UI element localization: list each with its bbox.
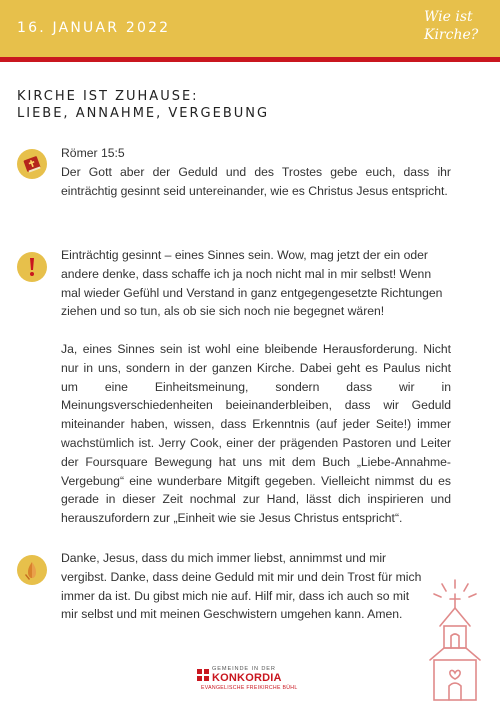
verse-reference: Römer 15:5 <box>61 146 125 160</box>
prayer-text: Danke, Jesus, dass du mich immer liebst, annimmst und mir vergibst. Danke, dass deine Geduld mit mir und dein Trost für mich immer da ist. Du gibst mich nie auf. Hilf mir, dass ich auch so mit mir selbst und mit meinen Geschwistern umgehen kann. Amen. <box>61 551 422 622</box>
header-bar <box>0 0 500 57</box>
title-line-1: KIRCHE IST ZUHAUSE: <box>17 89 199 104</box>
org-subtitle: EVANGELISCHE FREIKIRCHE BÜHL <box>201 685 298 691</box>
praying-hands-icon <box>17 555 47 585</box>
title-line-2: LIEBE, ANNAHME, VERGEBUNG <box>17 106 270 121</box>
church-icon <box>420 578 490 703</box>
konkordia-logo <box>197 666 303 692</box>
org-name: KONKORDIA <box>212 672 282 684</box>
page-title <box>17 88 269 122</box>
konkordia-mark-icon <box>197 669 209 681</box>
org-small-label: GEMEINDE IN DER <box>212 666 276 672</box>
reflection-paragraph-1: Einträchtig gesinnt – eines Sinnes sein. Wow, mag jetzt der ein oder andere denke, dass schaffe ich ja noch nicht mal in mir selbst! Wenn mal wieder Gefühl und Verstand in ganz entgegengesetzte Richtungen ziehen und so tun, als ob sie sich noch nie begegnet wären! <box>61 248 443 319</box>
verse-text: Der Gott aber der Geduld und des Trostes gebe euch, dass ihr einträchtig gesinnt seid untereinander, wie es Christus Jesus entspricht. <box>61 165 451 198</box>
reflection-paragraph-2: Ja, eines Sinnes sein ist wohl eine bleibende Herausforderung. Nicht nur in uns, sondern in der ganzen Kirche. Dabei geht es Paulus nicht um eine Einheitsmeinung, sondern dass wir in Meinungsverschiedenheiten beieinanderbleiben, dass wir Geduld miteinander haben, wissen, dass Erkenntnis (auf jeder Seite!) immer wachstümlich ist. Jerry Cook, einer der prägenden Pastoren und Leiter der Foursquare Bewegung hat uns mit dem Buch „Liebe-Annahme-Vergebung“ eine wunderbare Mitgift gegeben. Vielleicht nimmst du es gerade in dieser Zeit nochmal zur Hand, lässt dich inspirieren und herauszufordern zur „Einheit wie sie Jesus Christus entspricht“. <box>61 342 451 526</box>
logo-line-2: Kirche? <box>424 27 479 43</box>
bible-icon <box>17 149 47 179</box>
exclamation-icon <box>17 252 47 282</box>
header-divider <box>0 57 500 62</box>
page-date: 16. JANUAR 2022 <box>17 20 171 36</box>
logo-line-1: Wie ist <box>424 9 473 25</box>
wie-ist-kirche-logo <box>418 6 482 52</box>
